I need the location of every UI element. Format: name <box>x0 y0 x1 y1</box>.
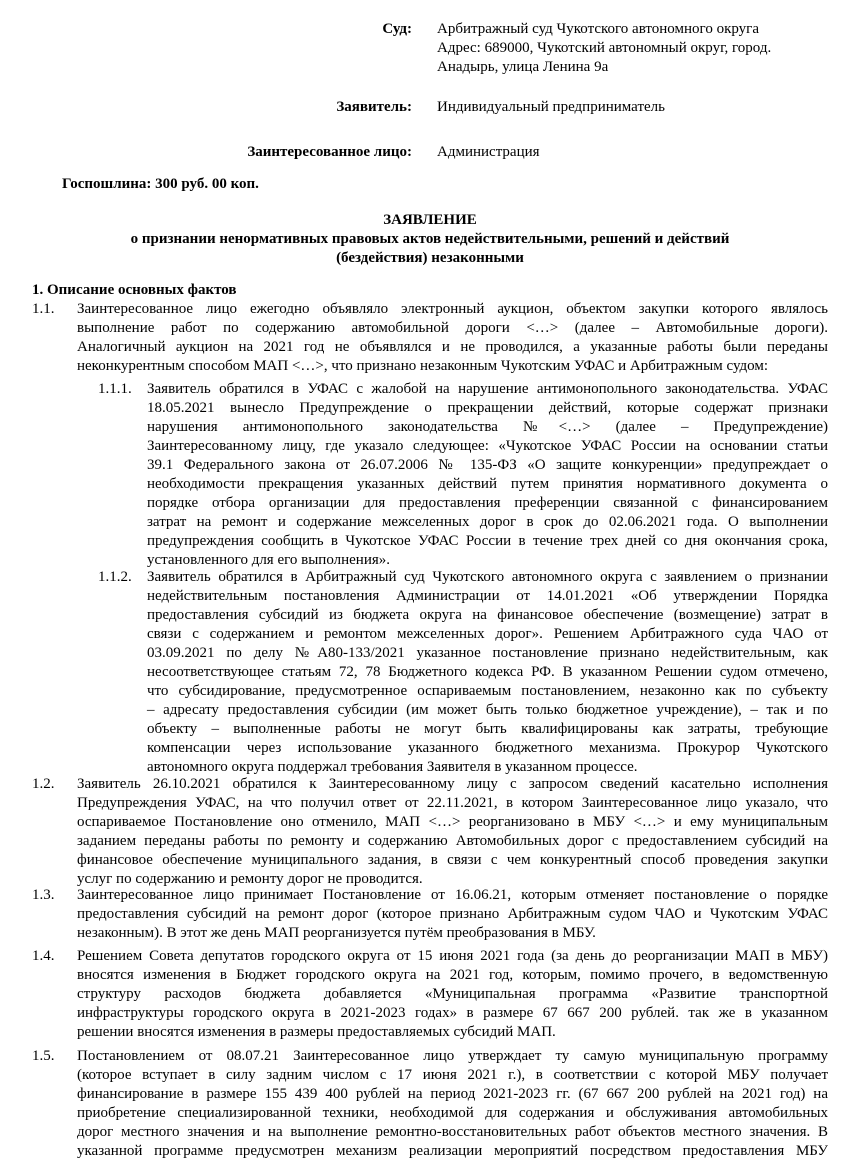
court-value <box>437 20 827 77</box>
text-line: оспариваемое Постановление оно отменило, МАП <…> реорганизовано в МБУ <…> и ему муниципальным <box>77 814 828 830</box>
text-line: Заявитель обратился в Арбитражный суд Чукотского автономного округа с заявлением о признании <box>147 569 828 585</box>
text-line: предоставления субсидий из бюджета округа на финансовое обеспечение (возмещение) затрат в <box>147 607 828 623</box>
text-line: связи с содержанием и ремонтом межселенных дорог». Решением Арбитражного суда ЧАО от <box>147 626 828 642</box>
document-title <box>0 211 860 268</box>
item-number: 1.2. <box>32 776 55 792</box>
text-line: незаконным). В этот же день МАП реорганизуется путём преобразования в МБУ. <box>77 925 596 941</box>
item-number: 1.1. <box>32 301 55 317</box>
applicant-value: Индивидуальный предприниматель <box>437 99 665 115</box>
text-line: автономного округа поддержал требования Заявителя в указанном процессе. <box>147 759 638 775</box>
court-line: Анадырь, улица Ленина 9а <box>437 59 609 75</box>
text-line: Решением Совета депутатов городского округа от 15 июня 2021 года (за день до реорганизации МАП в МБУ) <box>77 948 828 964</box>
text-line: затрат на ремонт и содержание межселенных дорог в срок до 02.06.2021 года. О выполнении <box>147 514 828 530</box>
text-line: установленного для его выполнения». <box>147 552 391 568</box>
paragraph-1-1-1 <box>147 380 828 570</box>
item-number: 1.1.2. <box>98 569 132 585</box>
text-line: Заявитель 26.10.2021 обратился к Заинтересованному лицу с запросом сведений касательно исполнения <box>77 776 828 792</box>
item-number: 1.3. <box>32 887 55 903</box>
item-number: 1.1.1. <box>98 381 132 397</box>
text-line: 39.1 Федерального закона от 26.07.2006 № 135-ФЗ «О защите конкуренции» предупреждает о <box>147 457 828 473</box>
text-line: несоответствующее статьям 72, 78 Бюджетного кодекса РФ. В указанном Решении судом отмечено, <box>147 664 828 680</box>
text-line: Постановлением от 08.07.21 Заинтересованное лицо утверждает ту самую муниципальную программу <box>77 1048 828 1064</box>
text-line: предупреждения сообщить в Чукотское УФАС России в течение трех дней со дня окончания срока, <box>147 533 828 549</box>
text-line: выполнение работ по содержанию автомобильной дороги <…> (далее – Автомобильные дороги). <box>77 320 828 336</box>
text-line: Заинтересованное лицо принимает Постановление от 16.06.21, которым отменяет постановление о порядке <box>77 887 828 903</box>
paragraph-1-1-2 <box>147 568 828 777</box>
court-line: Арбитражный суд Чукотского автономного округа <box>437 21 759 37</box>
paragraph-1-5 <box>77 1047 828 1161</box>
text-line: Заявитель обратился в УФАС с жалобой на нарушение антимонопольного законодательства. УФАС <box>147 381 828 397</box>
text-line: объекту – выполненные работы не могут быть квалифицированы как затраты, требующие <box>147 721 828 737</box>
paragraph-1-3 <box>77 886 828 943</box>
text-line: недействительным постановления Администрации от 14.01.2021 «Об утверждении Порядка <box>147 588 828 604</box>
applicant-label: Заявитель: <box>336 99 412 115</box>
text-line: указанной программе предусмотрен механизм реализации мероприятий посредством предоставления МБУ <box>77 1143 828 1159</box>
text-line: Предупреждения УФАС, на что получил ответ от 22.11.2021, в котором Заинтересованное лицо указало, что <box>77 795 828 811</box>
court-label: Суд: <box>382 21 412 37</box>
paragraph-1-4 <box>77 947 828 1042</box>
item-number: 1.4. <box>32 948 55 964</box>
text-line: заданием переданы работы по ремонту и содержанию Автомобильных дорог с предоставлением субсидий на <box>77 833 828 849</box>
court-line: Адрес: 689000, Чукотский автономный округ, город. <box>437 40 772 56</box>
text-line: услуг по содержанию и ремонту дорог не проводится. <box>77 871 423 887</box>
text-line: что субсидирование, предусмотренное оспариваемым постановлением, незаконно как по субъекту <box>147 683 828 699</box>
text-line: порядке отбора организации для предоставления преференции связанной с финансированием <box>147 495 828 511</box>
text-line: решении вносятся изменения в размеры предоставляемых субсидий МАП. <box>77 1024 556 1040</box>
paragraph-1-2 <box>77 775 828 889</box>
paragraph-1-1 <box>77 300 828 376</box>
item-number: 1.5. <box>32 1048 55 1064</box>
text-line: предоставления субсидий на ремонт дорог (которое признано Арбитражным судом ЧАО и Чукотским УФАС <box>77 906 828 922</box>
text-line: компенсации через использование указанного бюджетного механизма. Прокурор Чукотского <box>147 740 828 756</box>
text-line: вносятся изменения в Бюджет городского округа на 2021 год, которым, помимо прочего, в ведомственную <box>77 967 828 983</box>
interested-label: Заинтересованное лицо: <box>247 144 412 160</box>
text-line: инфраструктуры городского округа в 2021-2023 годах» в размере 67 667 200 рублей. так же в указанном <box>77 1005 828 1021</box>
text-line: (которое вступает в силу задним числом с 17 июня 2021 г.), в соответствии с которой МБУ получает <box>77 1067 828 1083</box>
text-line: финансовое обеспечение муниципального задания, в связи с чем конкурентный способ проведения закупки <box>77 852 828 868</box>
text-line: Заинтересованное лицо ежегодно объявляло электронный аукцион, объектом закупки которого являлось <box>77 301 828 317</box>
interested-value: Администрация <box>437 144 540 160</box>
state-fee: Госпошлина: 300 руб. 00 коп. <box>62 176 259 192</box>
text-line: неконкурентным способом МАП <…>, что признано незаконным Чукотским УФАС и Арбитражным судом: <box>77 358 769 374</box>
text-line: структуру расходов бюджета добавляется «Муниципальная программа «Развитие транспортной <box>77 986 828 1002</box>
text-line: – адресату предоставления субсидии (им может быть только бюджетное учреждение), – так и по <box>147 702 828 718</box>
text-line: 03.09.2021 по делу №А80-133/2021 указанное постановление признано недействительным, как <box>147 645 828 661</box>
text-line: необходимости прекращения указанных действий путем принятия нормативного документа о <box>147 476 828 492</box>
title-main: ЗАЯВЛЕНИЕ <box>383 212 477 228</box>
text-line: финансирование в размере 155 439 400 рублей на период 2021-2023 гг. (67 667 200 рублей на 2021 год) на <box>77 1086 828 1102</box>
text-line: приобретение специализированной техники, необходимой для содержания и обслуживания автомобильных <box>77 1105 828 1121</box>
text-line: Аналогичный аукцион на 2021 год не объявлялся и не проводился, а указанные работы были переданы <box>77 339 828 355</box>
text-line: 18.05.2021 вынесло Предупреждение о прекращении действий, которые содержат признаки <box>147 400 828 416</box>
title-subtitle-line: о признании ненормативных правовых актов недействительными, решений и действий <box>130 231 730 247</box>
title-subtitle-line: (бездействия) незаконными <box>336 250 524 266</box>
text-line: Заинтересованному лицу, где указало следующее: «Чукотское УФАС России на основании статьи <box>147 438 828 454</box>
text-line: нарушения антимонопольного законодательства №<…> (далее – Предупреждение) <box>147 419 828 435</box>
text-line: дорог местного значения и на выполнение ремонтно-восстановительных работ объектов местного значения. В <box>77 1124 828 1140</box>
section-heading: 1. Описание основных фактов <box>32 282 237 298</box>
